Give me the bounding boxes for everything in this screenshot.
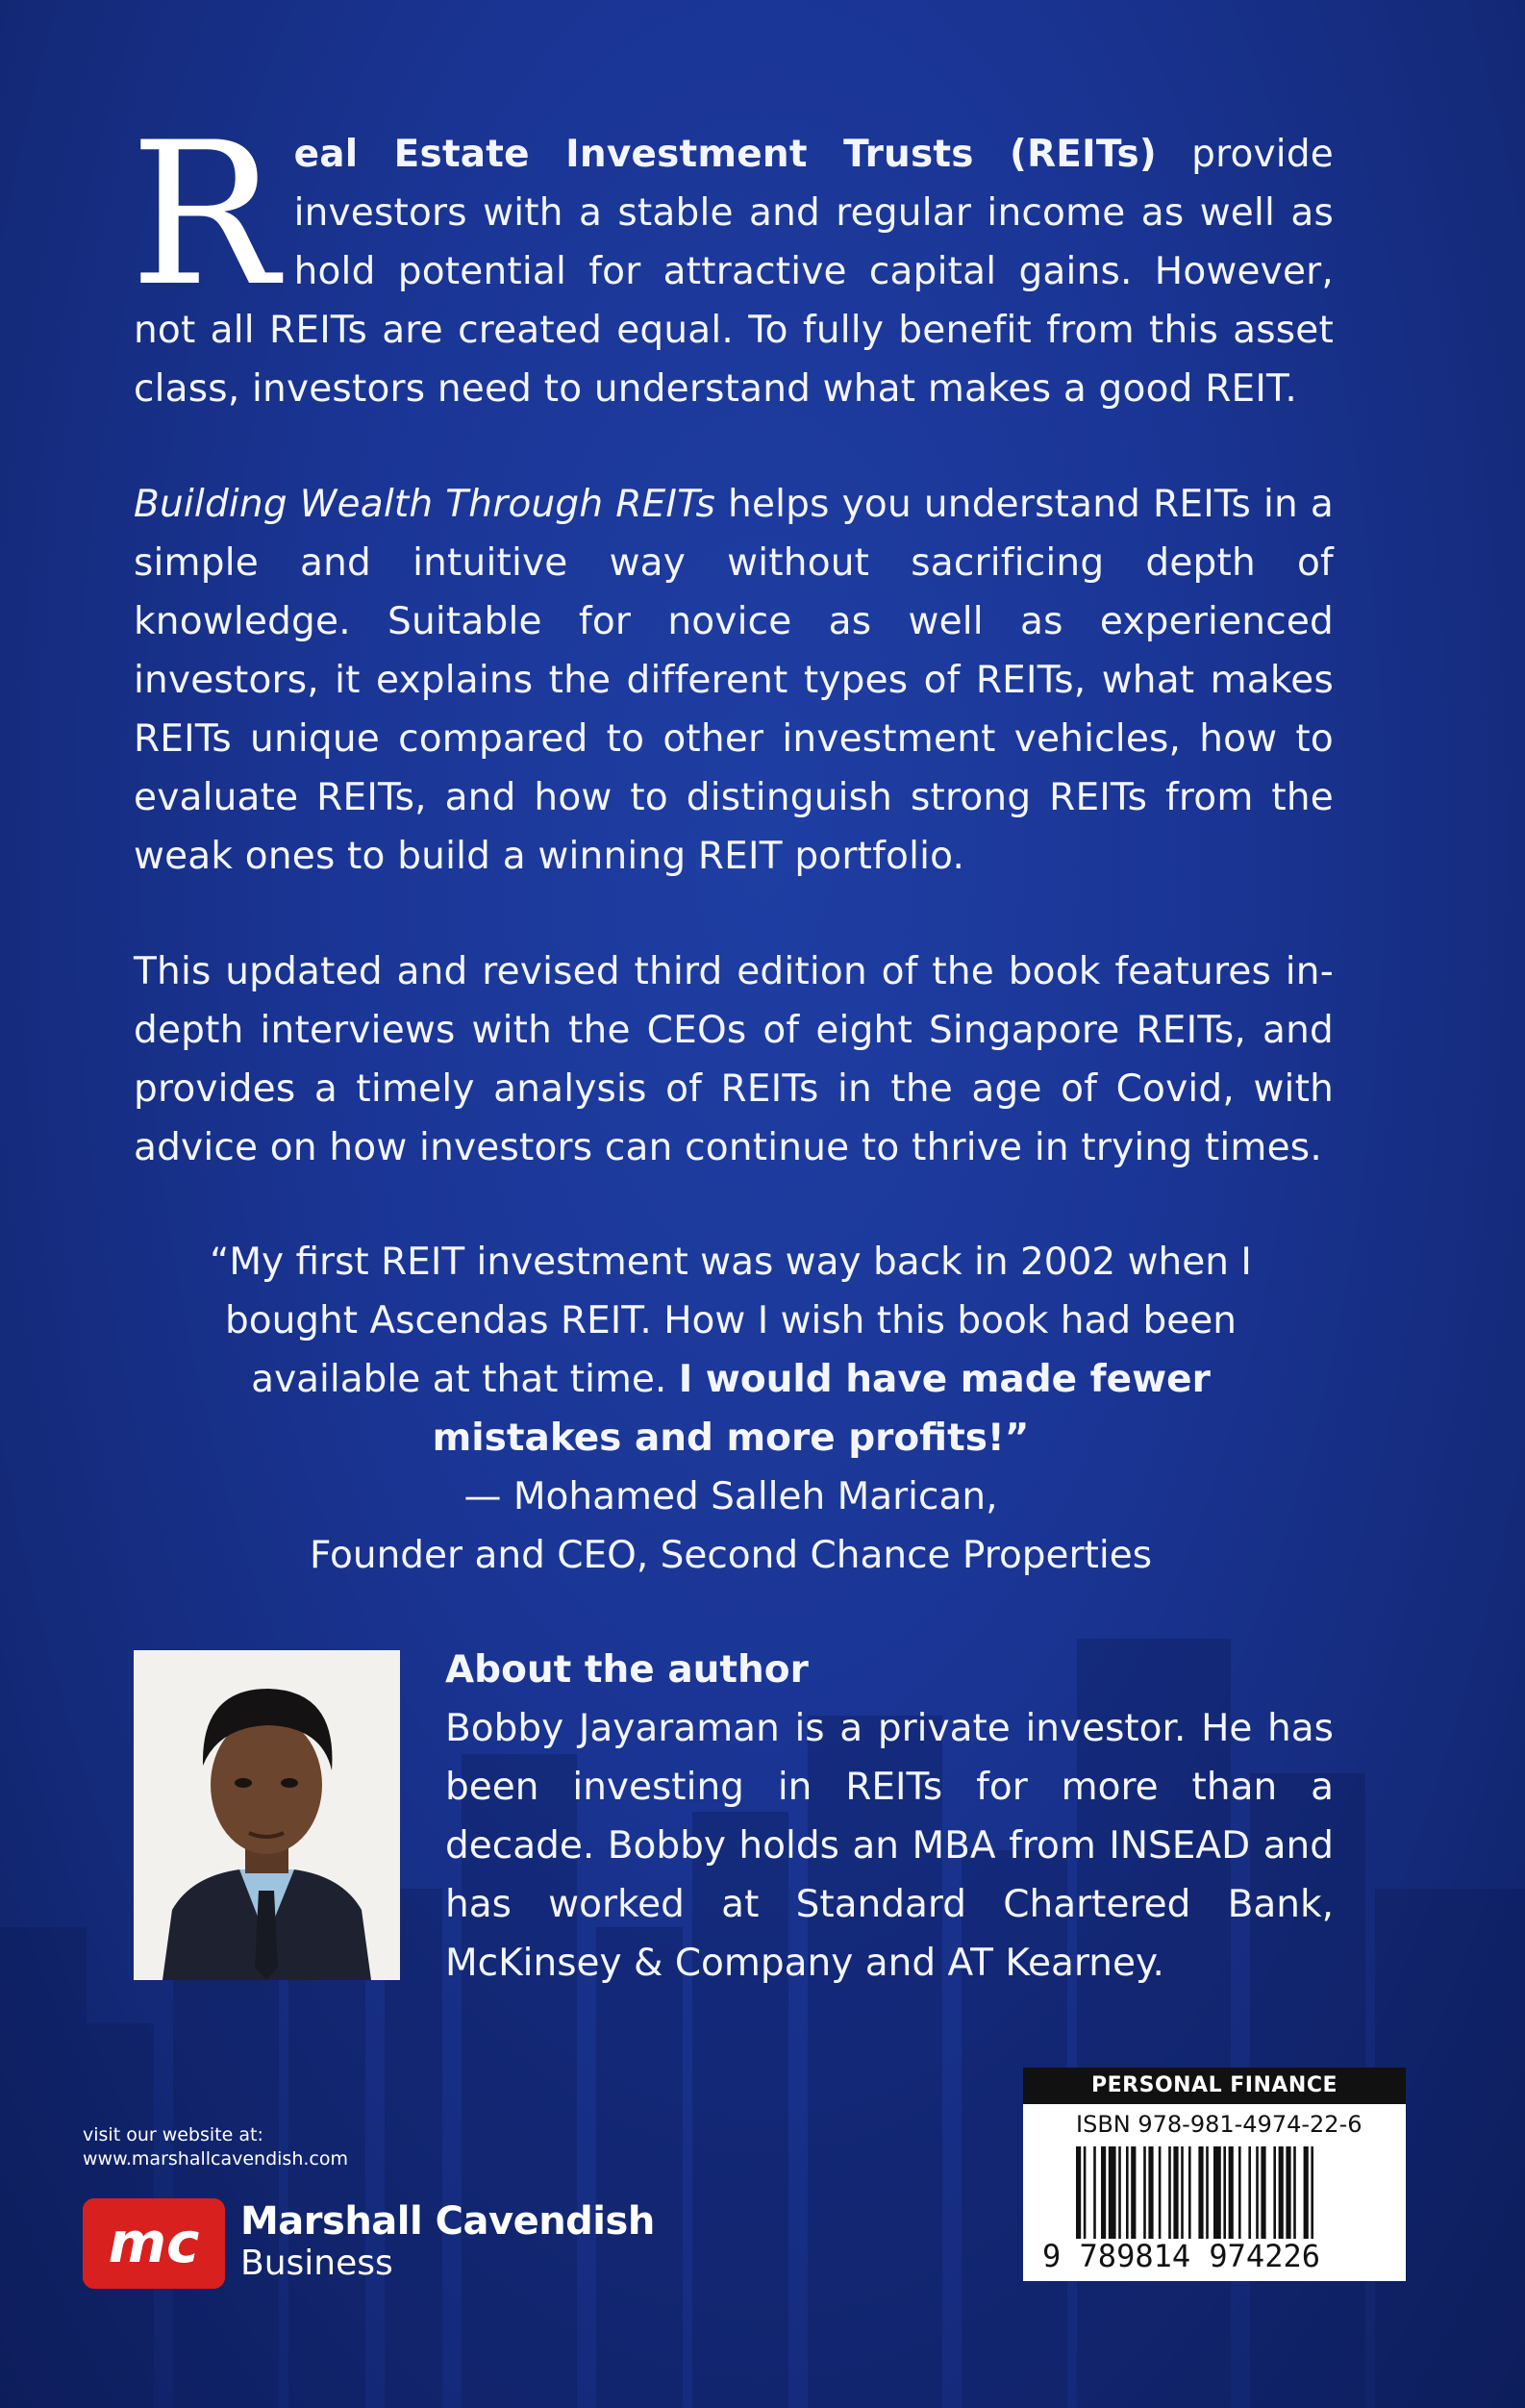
book-title-italic: Building Wealth Through REITs — [134, 483, 716, 526]
barcode-bar — [1084, 2146, 1087, 2239]
testimonial-quote — [192, 1233, 1269, 1585]
publisher-name: Marshall Cavendish — [240, 2199, 655, 2244]
about-body: Bobby Jayaraman is a private investor. He has been investing in REITs for more than a decade. Bobby holds an MBA from INSEAD and has worked at Standard Chartered Bank, McKinsey & Company and AT Kearney. — [445, 1707, 1334, 1985]
barcode-bar — [1159, 2146, 1162, 2239]
blurb-paragraph-2 — [134, 475, 1334, 886]
blurb-paragraph-1-text: provide investors with a stable and regular income as well as hold potential for attractive capital gains. However, not all REITs are created equal. To fully benefit from this asset class, investors need to understand what makes a good REIT. — [134, 133, 1334, 411]
isbn-barcode-panel — [1023, 2068, 1406, 2281]
barcode-bar — [1229, 2146, 1234, 2239]
barcode-bar — [1248, 2146, 1251, 2239]
blurb-paragraph-1 — [130, 101, 1334, 418]
drop-cap: R — [130, 101, 279, 330]
barcode-bars — [1076, 2146, 1384, 2239]
quote-attribution-name: — Mohamed Salleh Marican, — [463, 1475, 998, 1518]
barcode-bar — [1143, 2146, 1146, 2239]
barcode-bar — [1198, 2146, 1203, 2239]
barcode-bar — [1093, 2146, 1096, 2239]
barcode-bar — [1223, 2146, 1226, 2239]
barcode-bar — [1118, 2146, 1121, 2239]
barcode-bar — [1273, 2146, 1276, 2239]
barcode-bar — [1286, 2146, 1290, 2239]
barcode-bar — [1238, 2146, 1241, 2239]
barcode-bar — [1261, 2146, 1265, 2239]
barcode-bar — [1279, 2146, 1284, 2239]
barcode-bar — [1181, 2146, 1184, 2239]
isbn-number: ISBN 978-981-4974-22-6 — [1076, 2111, 1362, 2138]
blurb-paragraph-2-text: helps you understand REITs in a simple and intuitive way without sacrificing depth of knowledge. Suitable for novice as well as experienced investors, it explains the different types of REITs, what makes REITs unique compared to other investment vehicles, how to evaluate REITs, and how to distinguish strong REITs from the weak ones to build a winning REIT portfolio. — [134, 483, 1334, 878]
website-label: visit our website at: — [83, 2124, 263, 2145]
about-title: About the author — [445, 1648, 809, 1692]
barcode-bar — [1126, 2146, 1129, 2239]
publisher-imprint: Business — [240, 2244, 393, 2283]
barcode-digits: 9 789814 974226 — [1042, 2238, 1320, 2274]
barcode-bar — [1173, 2146, 1178, 2239]
barcode-bar — [1206, 2146, 1209, 2239]
barcode-bar — [1293, 2146, 1296, 2239]
publisher-logo-icon — [83, 2198, 225, 2289]
website-url: www.marshallcavendish.com — [83, 2148, 348, 2170]
barcode-bar — [1109, 2146, 1116, 2239]
barcode-bar — [1076, 2146, 1081, 2239]
author-photo — [134, 1650, 400, 1980]
svg-text:mc: mc — [108, 2210, 200, 2275]
barcode-bar — [1131, 2146, 1136, 2239]
barcode-bar — [1256, 2146, 1259, 2239]
barcode-bar — [1148, 2146, 1153, 2239]
barcode-bar — [1101, 2146, 1106, 2239]
barcode-bar — [1168, 2146, 1171, 2239]
barcode-bar — [1304, 2146, 1309, 2239]
publisher-website — [83, 2123, 348, 2171]
barcode-bar — [1311, 2146, 1313, 2239]
quote-text-bold: I would have made fewer mistakes and more profits!” — [432, 1358, 1211, 1460]
barcode-bar — [1213, 2146, 1221, 2239]
quote-text: “My first REIT investment was way back in 2002 when I bought Ascendas REIT. How I wish this book had been available at that time. — [210, 1241, 1252, 1401]
blurb-paragraph-3: This updated and revised third edition of the book features in-depth interviews with the CEOs of eight Singapore REITs, and provides a timely analysis of REITs in the age of Covid, with advice on how investors can continue to thrive in trying times. — [134, 950, 1334, 1169]
category-label: PERSONAL FINANCE — [1023, 2068, 1406, 2104]
quote-attribution-title: Founder and CEO, Second Chance Properties — [309, 1534, 1153, 1577]
barcode-bar — [1188, 2146, 1191, 2239]
about-the-author — [445, 1641, 1334, 1993]
blurb-lead-bold: eal Estate Investment Trusts (REITs) — [293, 133, 1157, 176]
